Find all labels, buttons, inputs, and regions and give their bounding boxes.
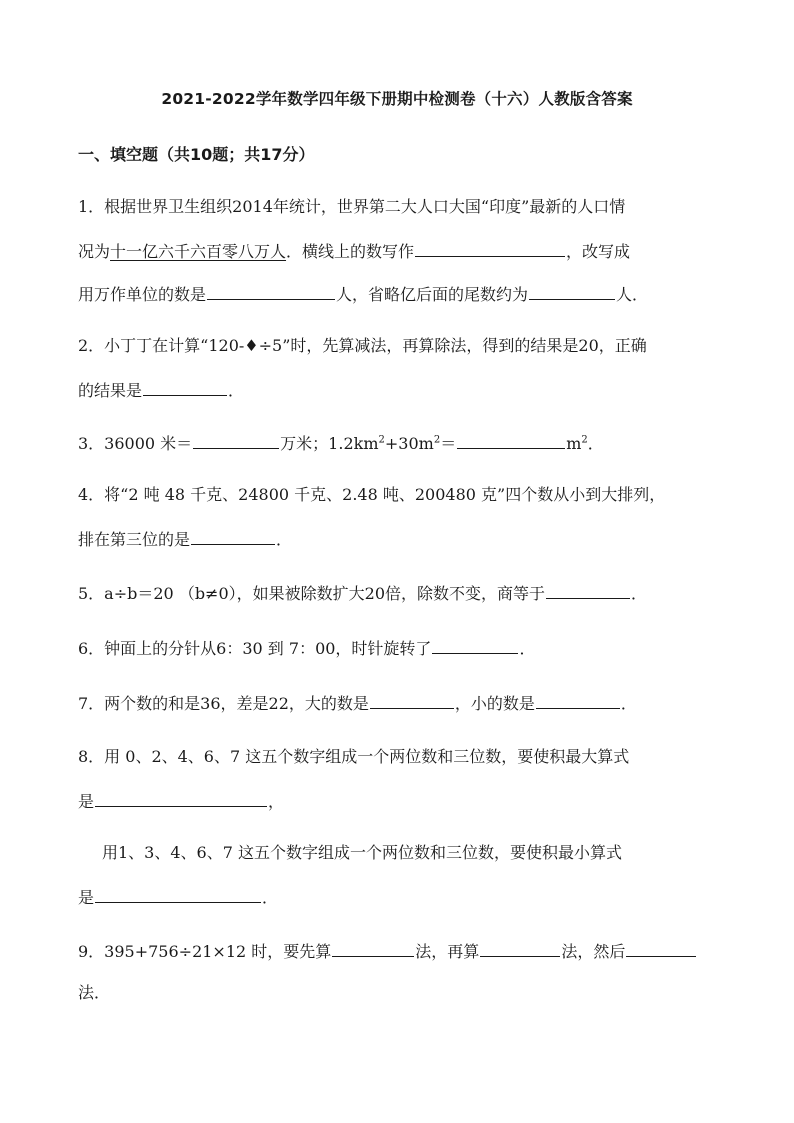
- q3-text: 3．36000 米＝: [78, 434, 193, 453]
- q3-blank-1[interactable]: [193, 432, 279, 449]
- q9-text: 法，再算: [415, 942, 480, 961]
- q1-text: 人．: [616, 285, 649, 304]
- q4-line-1: [78, 485, 665, 505]
- q8-text: 8．用 0、2、4、6、7 这五个数字组成一个两位数和三位数，要使积最大算式: [78, 747, 630, 766]
- q5-blank[interactable]: [546, 582, 630, 599]
- q8-line-2: [78, 790, 284, 812]
- q2-text: ．: [228, 381, 245, 400]
- q8-text: ．: [262, 888, 279, 907]
- q1-text: 人，省略亿后面的尾数约为: [336, 285, 529, 304]
- q4-text: 排在第三位的是: [78, 530, 191, 549]
- q1-text: ．横线上的数写作: [286, 242, 415, 261]
- q2-text: 的结果是: [78, 381, 143, 400]
- q6-line: [78, 637, 535, 659]
- q8-text: 是: [78, 888, 95, 907]
- q8-line-3: [102, 843, 622, 863]
- q7-text: ，小的数是: [454, 694, 535, 713]
- q8-text: ，: [268, 792, 285, 811]
- q7-blank-2[interactable]: [536, 692, 620, 709]
- q1-line-2: [78, 240, 630, 262]
- q3-blank-2[interactable]: [457, 432, 565, 449]
- q3-line: [78, 432, 604, 454]
- q2-blank[interactable]: [143, 379, 227, 396]
- q4-blank[interactable]: [191, 528, 275, 545]
- q3-text: ＝: [440, 434, 457, 453]
- q3-superscript: 2: [378, 434, 385, 446]
- q1-line-1: [78, 197, 625, 217]
- q8-line-1: [78, 747, 629, 767]
- q9-text: 法．: [78, 983, 111, 1002]
- q4-text: ．: [276, 530, 293, 549]
- q4-text: 4．将“2 吨 48 千克、24800 千克、2.48 吨、200480 克”四个数从小到大排列，: [78, 485, 666, 504]
- q3-text: 万米；1.2km: [280, 434, 379, 453]
- q9-text: 9．395+756÷21×12 时，要先算: [78, 942, 332, 961]
- q9-line-2: [78, 983, 110, 1003]
- q9-blank-2[interactable]: [480, 940, 560, 957]
- q2-line-2: [78, 379, 244, 401]
- q1-line-3: [78, 283, 648, 305]
- q6-text: ．: [519, 639, 536, 658]
- q9-blank-1[interactable]: [332, 940, 414, 957]
- q7-text: 7．两个数的和是36，差是22，大的数是: [78, 694, 369, 713]
- q8-text: 是: [78, 792, 95, 811]
- section-heading: 一、填空题（共10题；共17分）: [78, 145, 315, 164]
- q1-blank-2[interactable]: [207, 283, 335, 300]
- q1-text: 用万作单位的数是: [78, 285, 207, 304]
- q2-text: 2．小丁丁在计算“120-♦÷5”时，先算减法，再算除法，得到的结果是20，正确: [78, 336, 647, 355]
- q3-unit: m: [566, 434, 582, 453]
- q7-text: ．: [620, 694, 637, 713]
- q8-blank-2[interactable]: [95, 886, 261, 903]
- q8-line-4: [78, 886, 278, 908]
- q6-blank[interactable]: [432, 637, 518, 654]
- q6-text: 6．钟面上的分针从6：30 到 7：00，时针旋转了: [78, 639, 432, 658]
- q5-text: 5．a÷b＝20 （b≠0），如果被除数扩大20倍，除数不变，商等于: [78, 584, 546, 603]
- q1-text: 况为: [78, 242, 111, 261]
- q1-text: ，改写成: [566, 242, 631, 261]
- q7-line: [78, 692, 637, 714]
- q8-blank-1[interactable]: [95, 790, 267, 807]
- q5-line: [78, 582, 647, 604]
- q8-text: 用1、3、4、6、7 这五个数字组成一个两位数和三位数，要使积最小算式: [102, 843, 622, 862]
- q1-blank-1[interactable]: [415, 240, 565, 257]
- q1-text: 1．根据世界卫生组织2014年统计，世界第二大人口大国“印度”最新的人口情: [78, 197, 626, 216]
- q9-text: 法，然后: [561, 942, 626, 961]
- q3-text: ．: [587, 434, 604, 453]
- q3-superscript: 2: [433, 434, 441, 446]
- q5-text: ．: [631, 584, 648, 603]
- q3-superscript: 2: [581, 434, 588, 446]
- q3-text: +30m: [384, 434, 434, 453]
- q1-underlined-number: 十一亿六千六百零八万人: [110, 242, 287, 261]
- page-title: 2021-2022学年数学四年级下册期中检测卷（十六）人教版含答案: [161, 90, 633, 108]
- q7-blank-1[interactable]: [370, 692, 454, 709]
- q9-line-1: [78, 940, 697, 962]
- q2-line-1: [78, 336, 647, 356]
- q4-line-2: [78, 528, 292, 550]
- q9-blank-3[interactable]: [626, 940, 696, 957]
- q1-blank-3[interactable]: [529, 283, 615, 300]
